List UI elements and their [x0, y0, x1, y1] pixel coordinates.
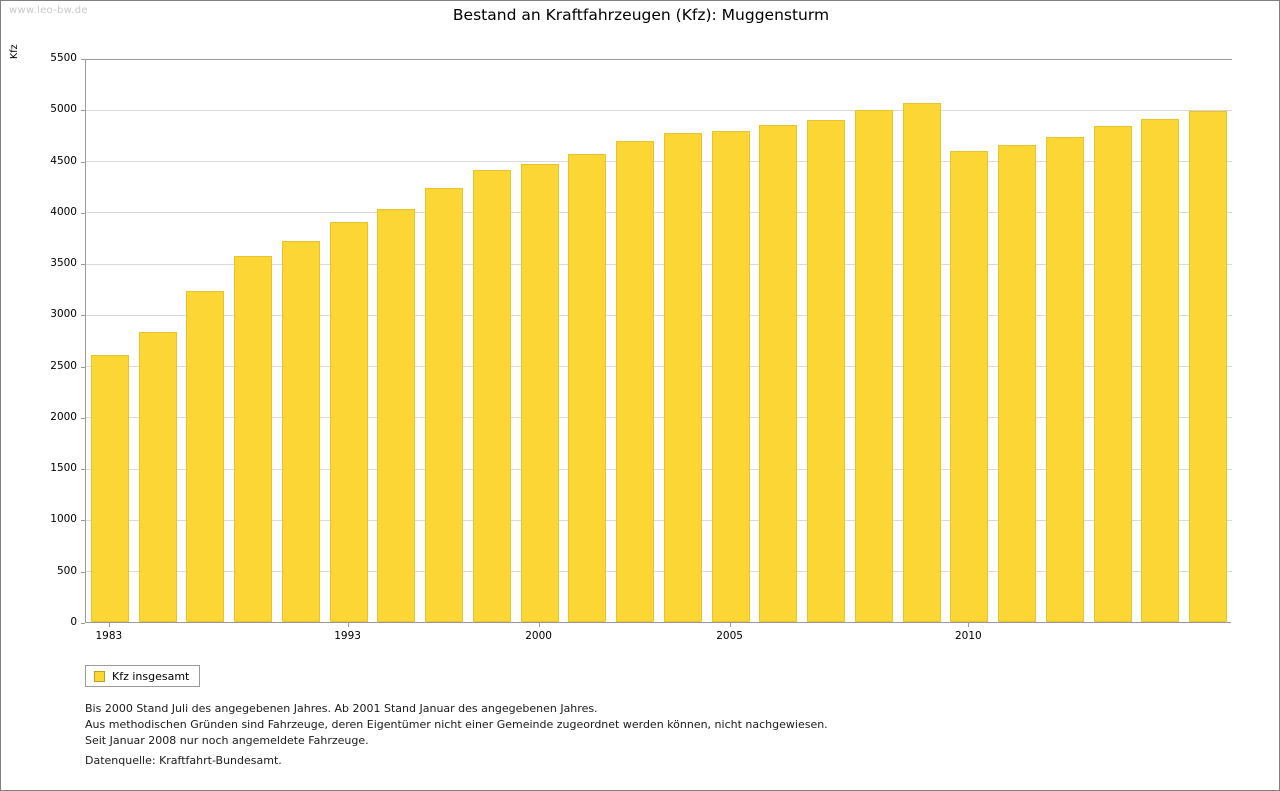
bar[interactable] [950, 151, 988, 622]
y-tick-label: 2500 [50, 359, 77, 372]
y-tick-mark [81, 264, 85, 265]
y-tick-label: 3500 [50, 257, 77, 270]
y-tick-mark [81, 623, 85, 624]
y-tick-label: 500 [56, 564, 77, 577]
y-tick-mark [81, 572, 85, 573]
note-line: Seit Januar 2008 nur noch angemeldete Fahrzeuge. [85, 734, 369, 747]
bar[interactable] [234, 256, 272, 622]
y-tick-label: 1500 [50, 462, 77, 475]
y-tick-mark [81, 520, 85, 521]
bar[interactable] [139, 332, 177, 622]
y-tick-mark [81, 469, 85, 470]
y-tick-mark [81, 110, 85, 111]
bar[interactable] [855, 110, 893, 622]
bar[interactable] [759, 125, 797, 622]
x-tick-mark [109, 623, 110, 627]
x-tick-mark [968, 623, 969, 627]
watermark: www.leo-bw.de [9, 5, 88, 16]
y-tick-mark [81, 418, 85, 419]
bar[interactable] [998, 145, 1036, 622]
bar[interactable] [1141, 119, 1179, 622]
bar[interactable] [330, 222, 368, 622]
x-tick-label: 1983 [95, 630, 123, 642]
y-tick-mark [81, 213, 85, 214]
bar[interactable] [664, 133, 702, 622]
gridline [86, 110, 1232, 111]
y-tick-label: 2000 [50, 410, 77, 423]
bar[interactable] [903, 103, 941, 622]
x-tick-mark [348, 623, 349, 627]
y-tick-label: 1000 [50, 513, 77, 526]
legend-swatch-icon [94, 671, 105, 682]
note-line: Bis 2000 Stand Juli des angegebenen Jahres. Ab 2001 Stand Januar des angegebenen Jahres. [85, 702, 598, 715]
bar[interactable] [473, 170, 511, 622]
bar[interactable] [425, 188, 463, 622]
y-axis-label: Kfz [9, 44, 20, 59]
chart-notes [85, 701, 1185, 749]
chart-legend[interactable] [85, 665, 200, 687]
bar[interactable] [1094, 126, 1132, 622]
x-tick-label: 2010 [955, 630, 982, 642]
y-tick-label: 5000 [50, 103, 77, 116]
x-tick-label: 1993 [334, 630, 361, 642]
plot-area [85, 59, 1231, 623]
y-tick-label: 5500 [50, 52, 77, 64]
y-tick-mark [81, 367, 85, 368]
bar[interactable] [282, 241, 320, 622]
bar[interactable] [1189, 111, 1227, 622]
bar[interactable] [91, 355, 129, 622]
y-tick-mark [81, 162, 85, 163]
note-line: Aus methodischen Gründen sind Fahrzeuge, deren Eigentümer nicht einer Gemeinde zugeordnet werden können, nicht nachgewiesen. [85, 718, 828, 731]
bar[interactable] [377, 209, 415, 622]
page-title: Bestand an Kraftfahrzeugen (Kfz): Muggensturm [452, 6, 830, 24]
data-source: Datenquelle: Kraftfahrt-Bundesamt. [85, 754, 282, 767]
bar[interactable] [521, 164, 559, 622]
y-tick-label: 3000 [50, 308, 77, 321]
y-tick-label: 4500 [50, 154, 77, 167]
y-tick-label: 0 [70, 616, 77, 628]
y-tick-label: 4000 [50, 205, 77, 218]
bar[interactable] [616, 141, 654, 622]
bar[interactable] [568, 154, 606, 622]
x-tick-mark [539, 623, 540, 627]
x-tick-label: 2000 [525, 630, 552, 642]
x-tick-label: 2005 [716, 630, 743, 642]
bar[interactable] [1046, 137, 1084, 622]
bar[interactable] [807, 120, 845, 622]
bar[interactable] [712, 131, 750, 622]
y-tick-mark [81, 315, 85, 316]
bar[interactable] [186, 291, 224, 622]
legend-label: Kfz insgesamt [112, 669, 190, 683]
x-tick-mark [730, 623, 731, 627]
y-tick-mark [81, 59, 85, 60]
gridline [86, 59, 1232, 60]
